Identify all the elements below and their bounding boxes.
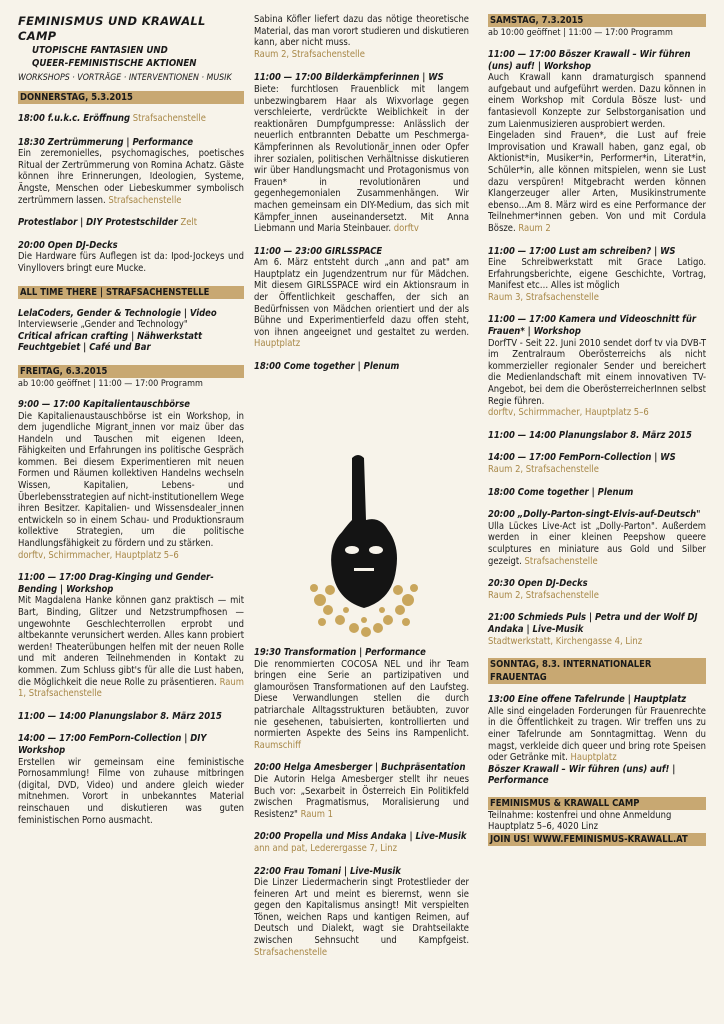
event-come-together: [488, 487, 706, 499]
event-title: 9:00 — 17:00 Kapitalientauschbörse: [18, 398, 190, 410]
list-item: Critical african crafting | Nähwerkstatt: [18, 330, 202, 342]
day-opening-hours: ab 10:00 geöffnet | 11:00 — 17:00 Programm: [488, 28, 673, 38]
event-description-2: Eingeladen sind Frauen*, die Lust auf freie Improvisation und Krawall haben, ganz egal, ob Aktionist*in, Musiker*in, Performer*in, Literat*in, Schüler*in, alle können mitspielen, wenn sie Lust dazu verspüren! Mitgebracht werden können Klangerzeuger aller Arten, Musikinstrumente ebenso…Am 8. März wird es eine Performance der Teilnehmer*innen geben. Von und mit Cordula Bösze.: [488, 130, 706, 234]
tagline: WORKSHOPS · VORTRÄGE · INTERVENTIONEN · MUSIK: [18, 73, 232, 83]
event-lust-am-schreiben: [488, 246, 706, 304]
event-title: 21:00 Schmieds Puls | Petra und der Wolf DJ Andaka | Live-Musik: [488, 612, 698, 635]
event-title: 11:00 — 23:00 GIRLSSPACE: [254, 245, 383, 257]
column-1: [18, 14, 244, 826]
event-description: Die renommierten COCOSA NEL und ihr Team bringen eine Serie an partizipativen und glamourösen Transformationen auf den Laufsteg. Diese Verwandlungen stellen die durch patriarchale Alltagsstrukturen betäubten, zuvor nie gesehenen, tabuisierten, kontrollierten und normierten Aspekte des Seins ins Rampenlicht.: [254, 658, 469, 740]
list-item: Interviewserie „Gender and Technology": [18, 319, 188, 331]
event-girlsspace: [254, 246, 469, 350]
list-item: Feuchtgebiet | Café und Bar: [18, 342, 151, 354]
event-kapitalientauschboerse: [18, 399, 244, 561]
event-title-2: Böszer Krawall – Wir führen (uns) auf! | Performance: [488, 763, 676, 787]
event-schmieds-puls: [488, 612, 706, 647]
event-location: Strafsachenstelle: [132, 113, 206, 124]
event-description: Eine Schreibwerkstatt mit Grace Latigo. Erfahrungsberichte, eigene Geschichte, Vortrag, Manifest etc… Alles ist möglich: [488, 257, 706, 292]
event-title: 14:00 — 17:00 FemPorn-Collection | WS: [488, 452, 676, 464]
event-theory-continued: [254, 14, 469, 60]
list-item: LelaCoders, Gender & Technologie | Video: [18, 307, 217, 319]
day-header-thursday: DONNERSTAG, 5.3.2015: [18, 91, 244, 104]
event-location: Stadtwerkstatt, Kirchengasse 4, Linz: [488, 635, 643, 647]
event-description: Am 6. März entsteht durch „ann and pat" am Hauptplatz ein Jugendzentrum nur für Mädchen. Mit diesem GIRLSSPACE wird ein Aktionsraum in der Öffentlichkeit geschaffen, der sich an Bedürfnissen von Mädchen orientiert und der als Bühne und Experimentierfeld dazu offen steht, von ihnen angeeignet und gestaltet zu werden.: [254, 257, 469, 338]
event-title: 20:30 Open DJ-Decks: [488, 578, 588, 590]
event-planungslabor: [488, 430, 706, 442]
event-location: Hauptplatz: [570, 752, 617, 764]
event-title: 11:00 — 17:00 Böszer Krawall – Wir führen (uns) auf! | Workshop: [488, 49, 691, 72]
event-location: Raum 2, Strafsachenstelle: [488, 464, 599, 475]
footer-address: Hauptplatz 5–6, 4020 Linz: [488, 821, 599, 833]
event-title: 13:00 Eine offene Tafelrunde | Hauptplatz: [488, 694, 687, 706]
event-description: Die Autorin Helga Amesberger stellt ihr neues Buch vor: „Sexarbeit in Österreich Ein Politikfeld zwischen Pragmatismus, Moralisierung und Resistenz": [254, 773, 469, 820]
event-location: Raum 2, Strafsachenstelle: [488, 589, 599, 601]
event-open-dj-decks: [18, 240, 244, 275]
event-protestlabor: [18, 217, 244, 229]
event-description: Ulla Lückes Live-Act ist „Dolly-Parton". Außerdem werden in einer kleinen Peepshow queere sculptures en miniature aus Gold und Silber gezeigt.: [488, 520, 706, 567]
event-location: Raum 1: [300, 808, 334, 820]
event-location: ann and pat, Lederergasse 7, Linz: [254, 842, 398, 854]
day-opening-hours: ab 10:00 geöffnet | 11:00 — 17:00 Programm: [18, 378, 203, 389]
event-location: Zelt: [180, 217, 198, 229]
event-location: dorftv: [393, 223, 419, 235]
event-title: 22:00 Frau Tomani | Live-Musik: [254, 865, 401, 877]
event-planungslabor: [18, 711, 244, 723]
event-location: Raumschiff: [254, 739, 301, 751]
event-boeszer-krawall-workshop: [488, 49, 706, 235]
event-description: Die Hardware fürs Auflegen ist da: Ipod-Jockeys und Vinyllovers bringt eure Mucke.: [18, 251, 244, 274]
page-title: FEMINISMUS UND KRAWALL CAMP: [18, 14, 206, 43]
event-title: 18:00 f.u.k.c. Eröffnung: [18, 113, 131, 124]
event-opening: [18, 113, 244, 125]
subtitle-1: UTOPISCHE FANTASIEN UND: [32, 45, 168, 56]
event-location: dorftv, Schirmmacher, Hauptplatz 5–6: [18, 549, 179, 561]
event-location: Strafsachenstelle: [254, 946, 328, 958]
event-location: Raum 3, Strafsachenstelle: [488, 291, 599, 303]
subtitle-2: QUEER-FEMINISTISCHE AKTIONEN: [32, 58, 197, 69]
event-location: Strafsachenstelle: [524, 555, 598, 567]
event-title: 20:00 Propella und Miss Andaka | Live-Musik: [254, 831, 467, 843]
footer-header: FEMINISMUS & KRAWALL CAMP: [488, 797, 706, 810]
event-title: 18:00 Come together | Plenum: [488, 486, 634, 498]
event-description: Erstellen wir gemeinsam eine feministische Pornosammlung! Filme von zuhause mitbringen (digital, DVD, Video) und andere gleich wieder mitnehmen. Vorort in unbekanntes Material reinschauen und diskutieren was guten feministischen Porno ausmacht.: [18, 756, 244, 826]
event-location: Strafsachenstelle: [108, 194, 182, 206]
event-tafelrunde: [488, 694, 706, 787]
event-title: 11:00 — 17:00 Drag-Kinging und Gender-Bending | Workshop: [18, 572, 214, 595]
event-title: 20:00 Helga Amesberger | Buchpräsentation: [254, 762, 466, 774]
event-description: Die Linzer Liedermacherin singt Protestlieder der feineren Art und meint es bierernst, wenn sie gegen den Kapitalismus ansingt! Mit verspielten Tönen, weichen Raps und kantigen Reimen, auf Deutsch und Dialekt, wagt sie Drahtseilakte zwischen Sehnsucht und Kampfgeist.: [254, 877, 469, 947]
event-description: Ein zeremonielles, psychomagisches, poetisches Ritual der Zertrümmerung von Romina Achatz. Gäste können ihre Erinnerungen, Ideologien, Systeme, Ängste, Menschen oder Liebeskummer symbolisch zertrümmern lassen.: [18, 148, 244, 206]
event-description: Sabina Köfler liefert dazu das nötige theoretische Material, das man vorort studieren und diskutieren kann, aber nicht muss.: [254, 14, 469, 49]
event-dolly-parton: [488, 509, 706, 567]
event-title: 11:00 — 17:00 Bilderkämpferinnen | WS: [254, 72, 444, 84]
section-header-all-time-there: ALL TIME THERE | STRAFSACHENSTELLE: [18, 286, 244, 299]
event-zertruemmerung: [18, 137, 244, 207]
event-title: 18:30 Zertrümmerung | Performance: [18, 136, 194, 148]
event-title: 11:00 — 17:00 Kamera und Videoschnitt für Frauen* | Workshop: [488, 314, 697, 338]
event-description: Mit Magdalena Hanke können ganz praktisch — mit Bart, Binding, Glitzer und Netzstrumpfhosen — ungewohnte Geschlechterrollen erprobt und altbekannte verunsichert werden. Alles kann probiert werden! Theaterübungen helfen mit der neuen Rolle und mit anderen Teilnehmenden in Kontakt zu kommen. Zum Schluss gibt's für alle die Lust haben, die Möglichkeit die neue Rolle zu präsentieren.: [18, 595, 244, 688]
event-femporn-ws: [488, 452, 706, 475]
event-bilderkaempferinnen: [254, 72, 469, 234]
event-location: Raum 1, Strafsachenstelle: [18, 676, 244, 700]
event-title: Protestlabor | DIY Protestschilder: [18, 217, 178, 229]
event-open-dj-decks: [488, 578, 706, 601]
event-title: 14:00 — 17:00 FemPorn-Collection | DIY Workshop: [18, 733, 207, 756]
event-title: 19:30 Transformation | Performance: [254, 647, 426, 658]
event-title: 18:00 Come together | Plenum: [254, 361, 400, 373]
event-description: Die Kapitalienaustauschbörse ist ein Workshop, in dem jugendliche Migrant_innen vor maiz über das Handeln und Tauschen mit eigenen Ideen, Fähigkeiten und Erfahrungen ins politische Gespräch kommen. Bei diesem Experimentieren mit neuen Formen und Räumen kollektiven Handelns wechseln Wissen, Kapitalien, Lebens- und Überlebensstrategien auf nicht-institutionellem Wege ihren Besitzer. Kapitalien- und Wissensdealer_innen entwickeln so in einem Schau- und Produktionsraum kollektive Strategien, um die politische Handlungsfähigkeit zu fördern und zu stärken.: [18, 410, 244, 550]
event-helga-amesberger: [254, 762, 469, 820]
event-transformation: [254, 647, 469, 751]
event-title: 20:00 Open DJ-Decks: [18, 239, 118, 251]
column-2-lower: [254, 647, 469, 958]
event-location: Raum 2, Strafsachenstelle: [254, 48, 365, 60]
all-time-list: [18, 308, 244, 354]
day-header-sunday: SONNTAG, 8.3. INTERNATIONALER FRAUENTAG: [488, 658, 706, 684]
event-location: Hauptplatz: [254, 338, 301, 350]
raised-fist-illustration: [300, 450, 428, 640]
event-propella: [254, 831, 469, 854]
event-kamera-videoschnitt: [488, 314, 706, 418]
event-description: Auch Krawall kann dramaturgisch spannend aufgebaut und aufgeführt werden. Dazu können in einem Workshop mit Cordula Bösze lust- und fantasievoll Konzepte zur Selbstorganisation und zum Laienmusizieren ausprobiert werden.: [488, 72, 706, 130]
footer-participation: Teilnahme: kostenfrei und ohne Anmeldung: [488, 809, 672, 821]
event-description: Biete: furchtlosen Frauenblick mit langem unbezwingbarem Haar als Wixvorlage gegen verschleierte, verdrückte Weiblichkeit in der reaktionären Dumpfgumpresse: Anlässlich der neuerlich entbrannten Debatte um Peschmerga-Kämpferinnen als Revolutionär_innen oder Opfer ihrer sozialen, politischen Verhältnisse diskutieren wir über Handlungsmacht und Protagonismus von Frauen* in revolutionären und gegenhegemonialen Zusammenhängen. Wir machen gemeinsam ein DIY-Medium, das sich mit Kämpfer_innen auseinandersetzt. Mit Anna Liebmann und Maria Steinbauer.: [254, 83, 469, 235]
column-3: [488, 14, 706, 846]
footer-website-link[interactable]: JOIN US! WWW.FEMINISMUS-KRAWALL.AT: [488, 833, 706, 846]
event-title: 11:00 — 14:00 Planungslabor 8. März 2015: [18, 710, 222, 722]
column-2: [254, 14, 469, 373]
event-drag-kinging: [18, 572, 244, 700]
event-femporn-diy: [18, 733, 244, 826]
event-title: 11:00 — 14:00 Planungslabor 8. März 2015: [488, 429, 692, 441]
black-fist: [331, 455, 397, 608]
event-description: DorfTV - Seit 22. Juni 2010 sendet dorf tv via DVB-T im Zentralraum Oberösterreichs als nicht kommerzieller regionaler Sender und bereichert die Medienlandschaft mit einem innovativen TV-Angebot, bei dem die OberösterreicherInnen selbst Regie führen.: [488, 337, 706, 407]
event-location: dorftv, Schirmmacher, Hauptplatz 5–6: [488, 407, 649, 419]
day-header-saturday: SAMSTAG, 7.3.2015: [488, 14, 706, 27]
day-header-friday: FREITAG, 6.3.2015: [18, 365, 244, 378]
event-come-together: [254, 361, 469, 373]
event-location: Raum 2: [518, 222, 551, 234]
event-description: Alle sind eingeladen Forderungen für Frauenrechte in die Öffentlichkeit zu tragen. Wir treffen uns zu einer Tafelrunde am Sonntagmittag. Wenn du magst, verkleide dich queer und bring rote Speisen oder Getränke mit.: [488, 705, 706, 764]
event-title: 11:00 — 17:00 Lust am schreiben? | WS: [488, 245, 676, 257]
event-title: 20:00 „Dolly-Parton-singt-Elvis-auf-Deutsch": [488, 509, 701, 521]
event-frau-tomani: [254, 866, 469, 959]
